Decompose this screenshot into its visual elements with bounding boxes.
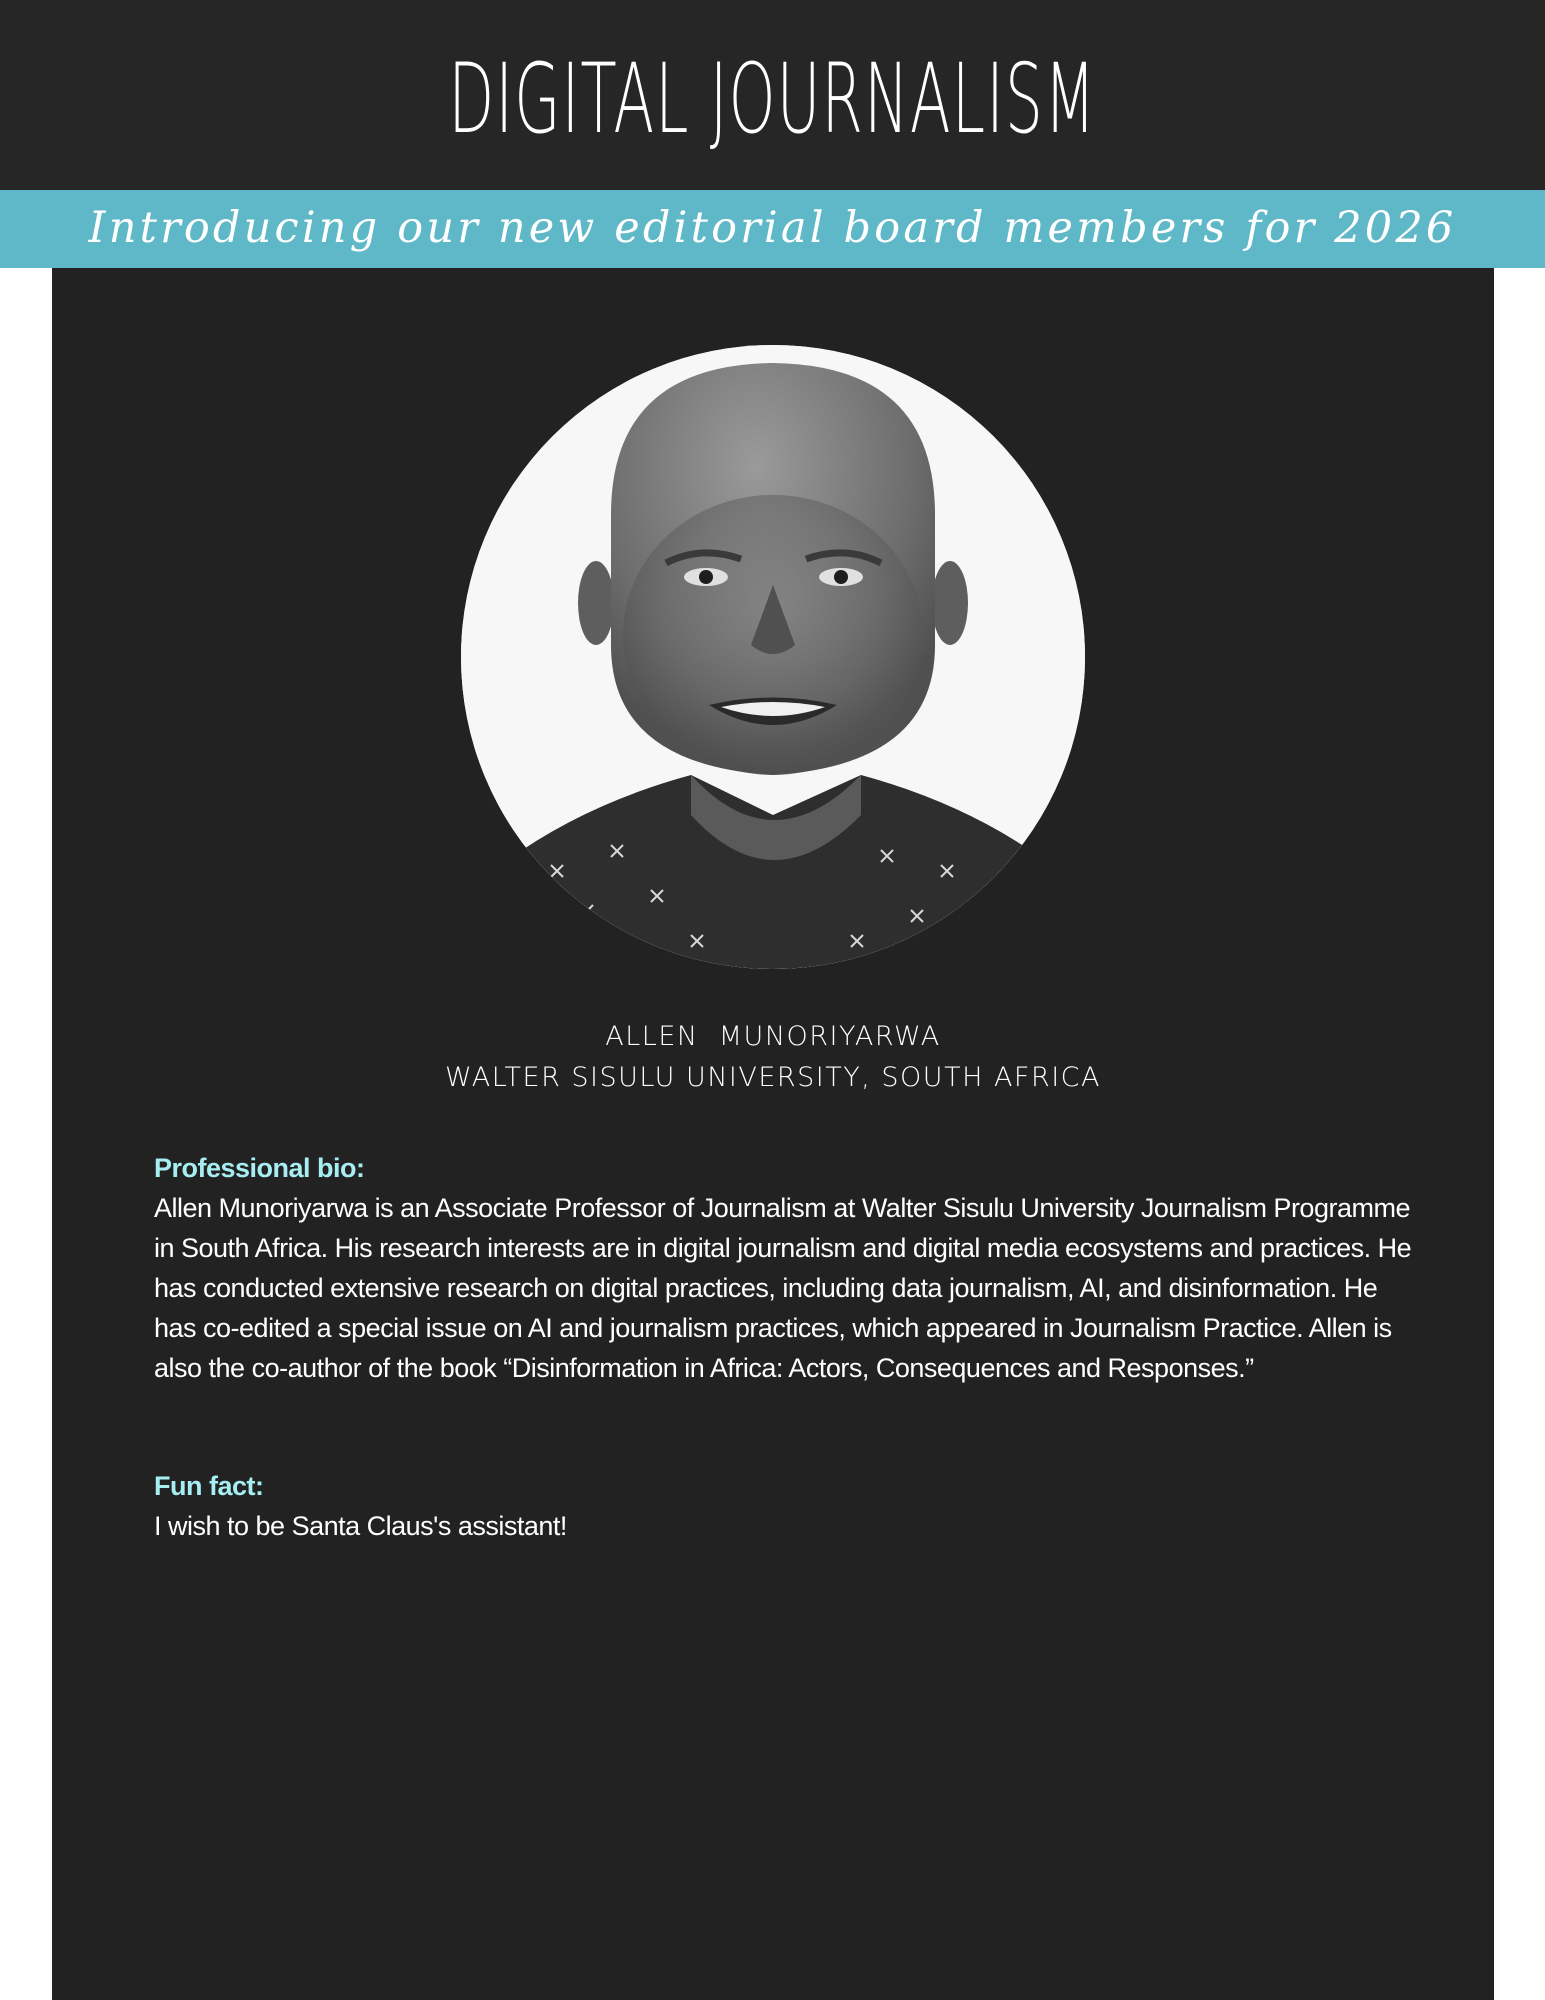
- member-name: ALLEN MUNORIYARWA: [605, 1021, 941, 1052]
- member-info: [52, 1016, 1494, 1098]
- member-card: [52, 268, 1494, 2000]
- bio-text: Allen Munoriyarwa is an Associate Professor of Journalism at Walter Sisulu University Journalism Programme in South Africa. His research interests are in digital journalism and digital media ecosystems and practices. He has conducted extensive research on digital practices, including data journalism, AI, and disinformation. He has co-edited a special issue on AI and journalism practices, which appeared in Journalism Practice. Allen is also the co-author of the book “Disinformation in Africa: Actors, Consequences and Responses.”: [154, 1193, 1412, 1383]
- fun-fact-label: Fun fact:: [154, 1471, 264, 1501]
- member-photo: [461, 345, 1085, 969]
- banner-subtitle: Introducing our new editorial board members for 2026: [88, 203, 1457, 253]
- portrait-illustration: [461, 345, 1085, 969]
- subtitle-banner: [0, 190, 1545, 268]
- header-bar: [0, 0, 1545, 190]
- bio-label: Professional bio:: [154, 1153, 365, 1183]
- member-affiliation: WALTER SISULU UNIVERSITY, SOUTH AFRICA: [445, 1062, 1101, 1093]
- page-title: DIGITAL JOURNALISM: [448, 43, 1097, 155]
- fun-fact-text: I wish to be Santa Claus's assistant!: [154, 1511, 567, 1541]
